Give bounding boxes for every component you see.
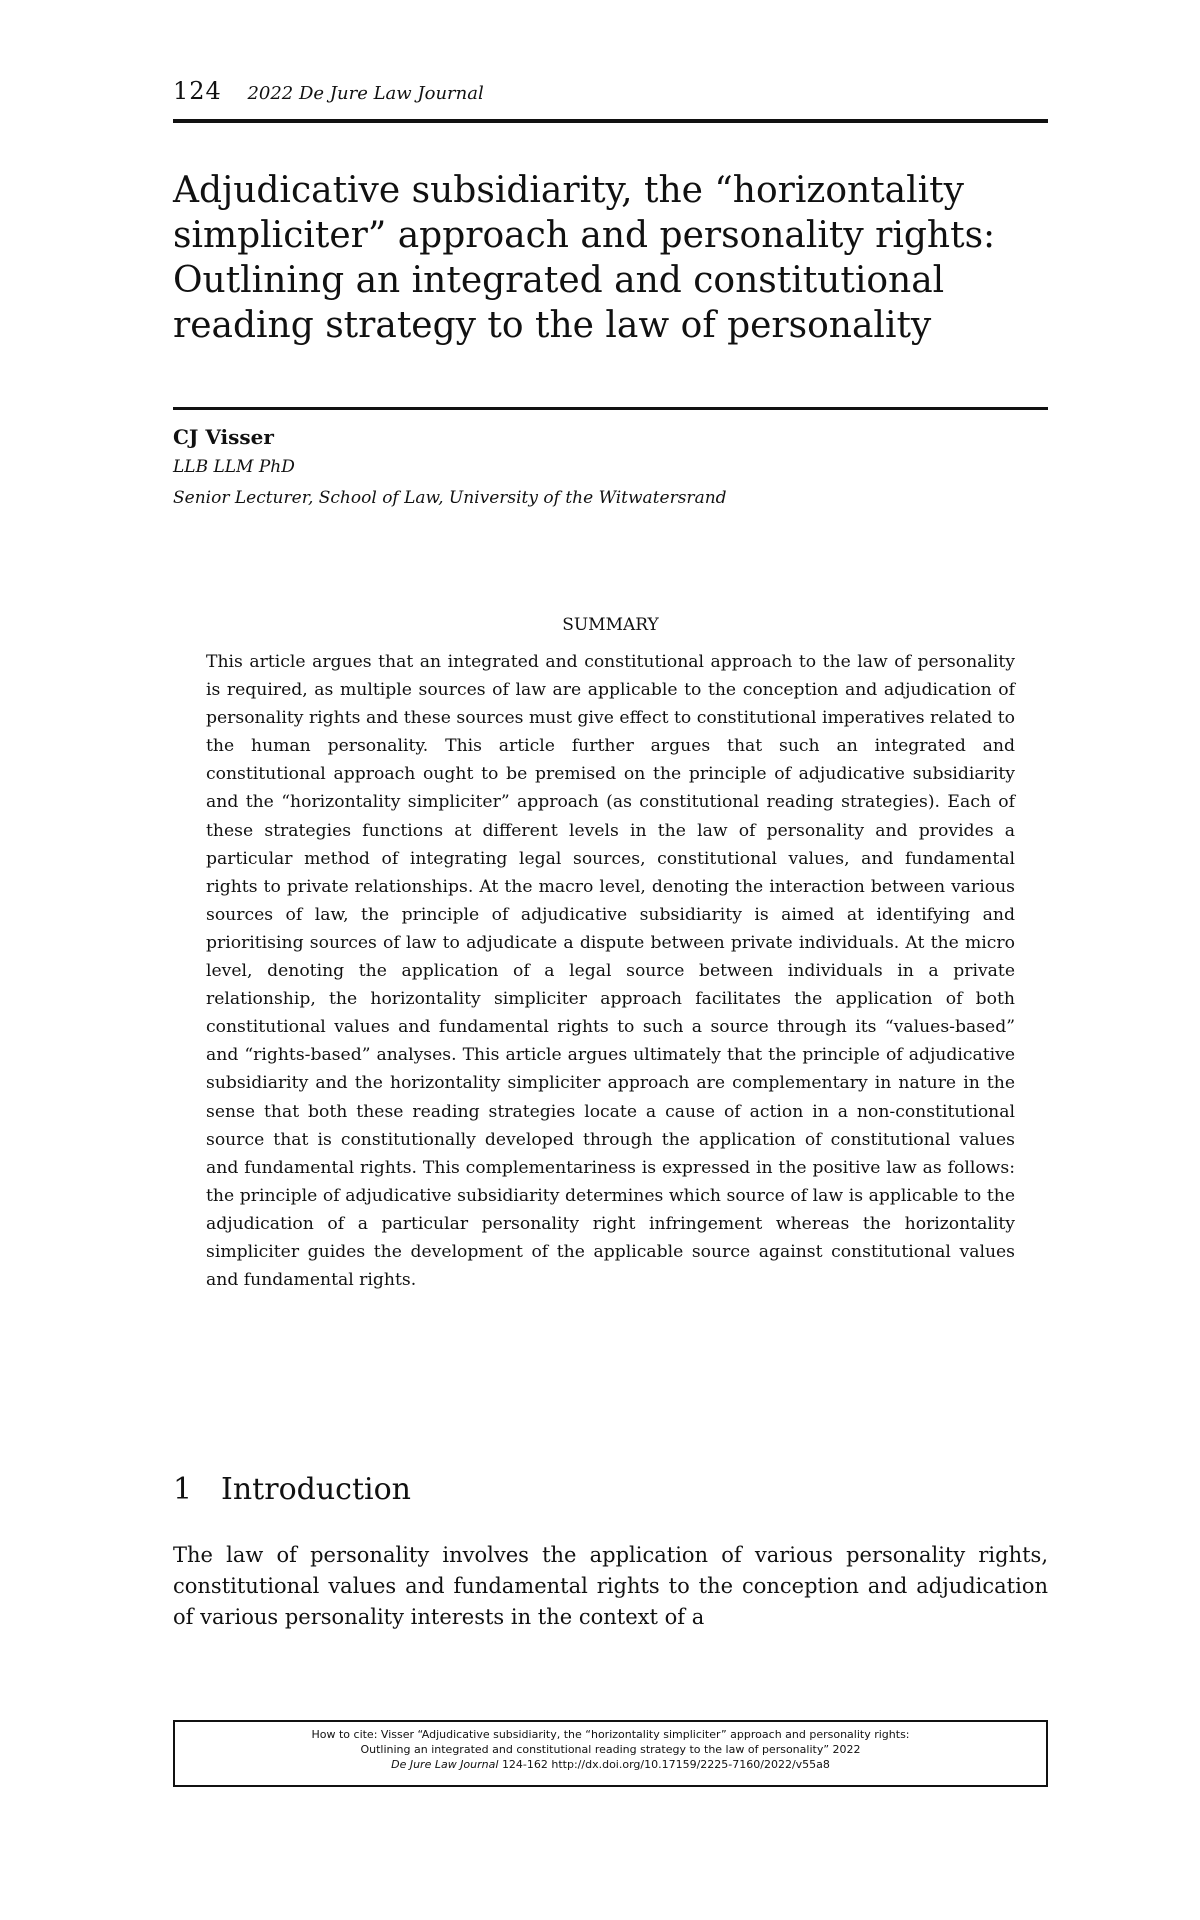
summary-heading: SUMMARY	[562, 615, 659, 635]
citation-box	[173, 1720, 1048, 1787]
section-number: 1	[173, 1472, 193, 1507]
author-affiliation: Senior Lecturer, School of Law, University of the Witwatersrand	[173, 488, 727, 508]
journal-name: 2022 De Jure Law Journal	[247, 83, 484, 104]
citation-journal: De Jure Law Journal	[391, 1758, 499, 1771]
header-rule	[173, 119, 1048, 123]
introduction-text: The law of personality involves the application of various personality rights, constitutional values and fundamental rights to the conception and adjudication of various personality interests in the context of a	[173, 1543, 1048, 1629]
section-heading	[173, 1470, 411, 1510]
citation-line-2: Outlining an integrated and constitutional reading strategy to the law of personality” 2022	[360, 1743, 861, 1756]
citation-line-1: How to cite: Visser “Adjudicative subsidiarity, the “horizontality simpliciter” approach and personality rights:	[311, 1728, 910, 1741]
citation-line-3	[175, 1757, 1046, 1772]
document-page	[173, 0, 1048, 1920]
title-rule	[173, 407, 1048, 410]
author-degrees: LLB LLM PhD	[173, 457, 295, 477]
summary-text: This article argues that an integrated and constitutional approach to the law of personality is required, as multiple sources of law are applicable to the conception and adjudication of personality rights and these sources must give effect to constitutional imperatives related to the human personality. This article further argues that such an integrated and constitutional approach ought to be premised on the principle of adjudicative subsidiarity and the “horizontality simpliciter” approach (as constitutional reading strategies). Each of these strategies functions at different levels in the law of personality and provides a particular method of integrating legal sources, constitutional values, and fundamental rights to private relationships. At the macro level, denoting the interaction between various sources of law, the principle of adjudicative subsidiarity is aimed at identifying and prioritising sources of law to adjudicate a dispute between private individuals. At the micro level, denoting the application of a legal source between individuals in a private relationship, the horizontality simpliciter approach facilitates the application of both constitutional values and fundamental rights to such a source through its “values-based” and “rights-based” analyses. This article argues ultimately that the principle of adjudicative subsidiarity and the horizontality simpliciter approach are complementary in nature in the sense that both these reading strategies locate a cause of action in a non-constitutional source that is constitutionally developed through the application of constitutional values and fundamental rights. This complementariness is expressed in the positive law as follows: the principle of adjudicative subsidiarity determines which source of law is applicable to the adjudication of a particular personality right infringement whereas the horizontality simpliciter guides the development of the applicable source against constitutional values and fundamental rights.	[206, 652, 1015, 1291]
running-head	[173, 76, 484, 109]
citation-pages-doi: 124-162 http://dx.doi.org/10.17159/2225-7160/2022/v55a8	[501, 1758, 830, 1771]
author-name: CJ Visser	[173, 425, 274, 449]
page-number: 124	[173, 77, 222, 105]
article-title: Adjudicative subsidiarity, the “horizontality simpliciter” approach and personality rights: Outlining an integrated and constitutional reading strategy to the law of personality	[173, 170, 996, 346]
section-title: Introduction	[221, 1472, 411, 1507]
